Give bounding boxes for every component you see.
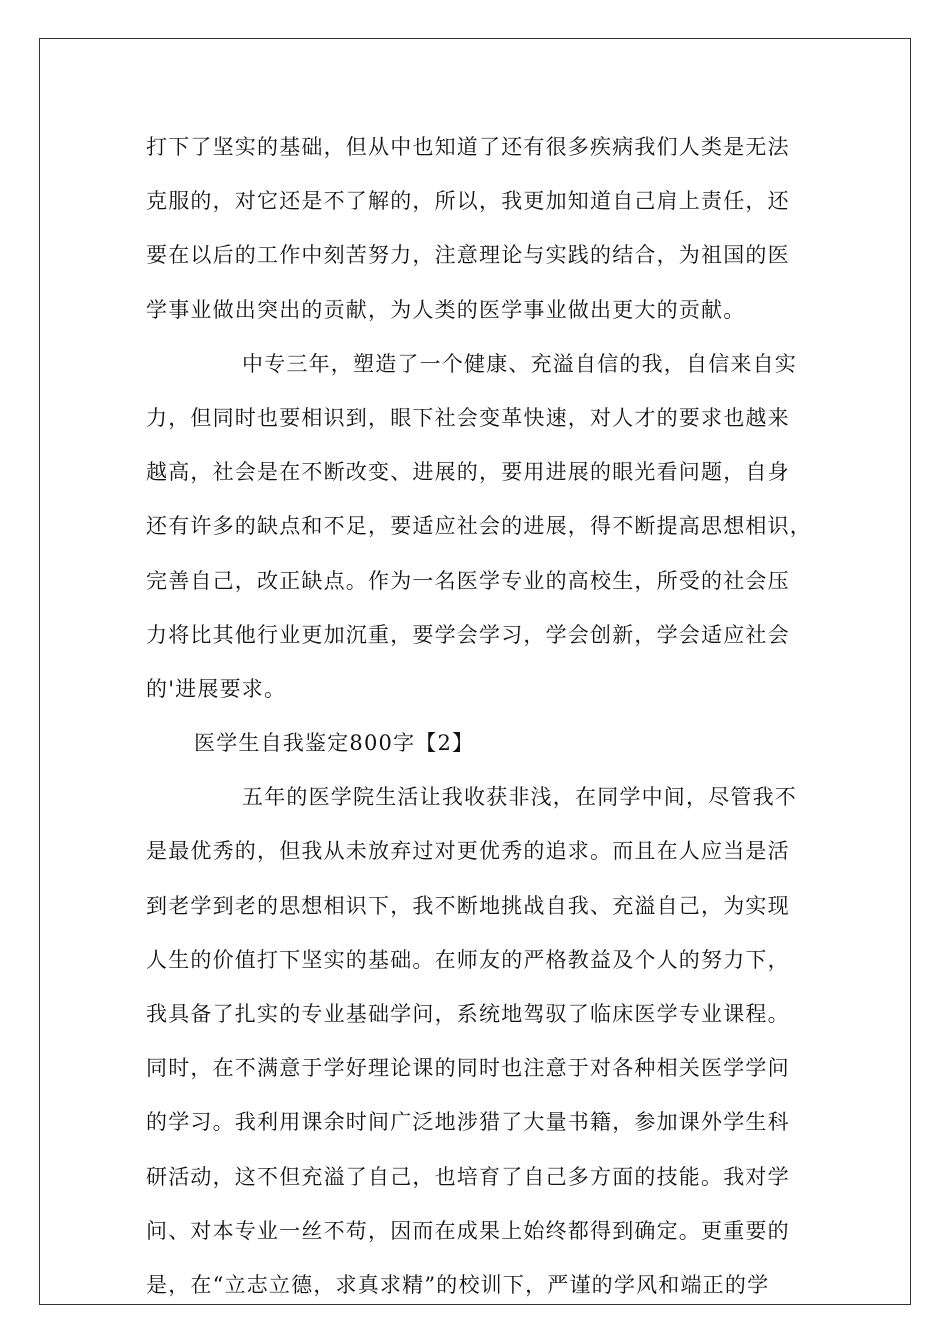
text-line: 的'进展要求。 bbox=[146, 676, 287, 701]
text-line: 同时，在不满意于学好理论课的同时也注意于对各种相关医学学问 bbox=[146, 1056, 790, 1081]
text-line: 中专三年，塑造了一个健康、充溢自信的我，自信来自实 bbox=[242, 351, 797, 376]
section-heading: 医学生自我鉴定800字【2】 bbox=[194, 731, 475, 756]
text-line: 打下了坚实的基础，但从中也知道了还有很多疾病我们人类是无法 bbox=[146, 135, 790, 159]
text-line: 是，在“立志立德，求真求精”的校训下，严谨的学风和端正的学 bbox=[146, 1272, 770, 1297]
text-line: 力，但同时也要相识到，眼下社会变革快速，对人才的要求也越来 bbox=[146, 405, 790, 430]
document-body bbox=[146, 130, 826, 1322]
text-line: 还有许多的缺点和不足，要适应社会的进展，得不断提高思想相识， bbox=[146, 514, 812, 539]
text-line: 到老学到老的思想相识下，我不断地挑战自我、充溢自己，为实现 bbox=[146, 893, 790, 918]
text-line: 研活动，这不但充溢了自己，也培育了自己多方面的技能。我对学 bbox=[146, 1164, 790, 1189]
text-line: 问、对本专业一丝不苟，因而在成果上始终都得到确定。更重要的 bbox=[146, 1218, 790, 1243]
text-line: 克服的，对它还是不了解的，所以，我更加知道自己肩上责任，还 bbox=[146, 189, 790, 214]
text-line: 是最优秀的，但我从未放弃过对更优秀的追求。而且在人应当是活 bbox=[146, 839, 790, 864]
text-line: 我具备了扎实的专业基础学问，系统地驾驭了临床医学专业课程。 bbox=[146, 1002, 790, 1026]
text-line: 五年的医学院生活让我收获非浅，在同学中间，尽管我不 bbox=[242, 785, 797, 810]
text-line: 要在以后的工作中刻苦努力，注意理论与实践的结合，为祖国的医 bbox=[146, 243, 790, 268]
text-line: 人生的价值打下坚实的基础。在师友的严格教益及个人的努力下， bbox=[146, 947, 790, 972]
text-line: 学事业做出突出的贡献，为人类的医学事业做出更大的贡献。 bbox=[146, 297, 746, 322]
text-line: 的学习。我利用课余时间广泛地涉猎了大量书籍，参加课外学生科 bbox=[146, 1110, 790, 1135]
text-line: 完善自己，改正缺点。作为一名医学专业的高校生，所受的社会压 bbox=[146, 568, 790, 593]
text-line: 越高，社会是在不断改变、进展的，要用进展的眼光看问题，自身 bbox=[146, 460, 790, 485]
text-line: 力将比其他行业更加沉重，要学会学习，学会创新，学会适应社会 bbox=[146, 622, 790, 647]
